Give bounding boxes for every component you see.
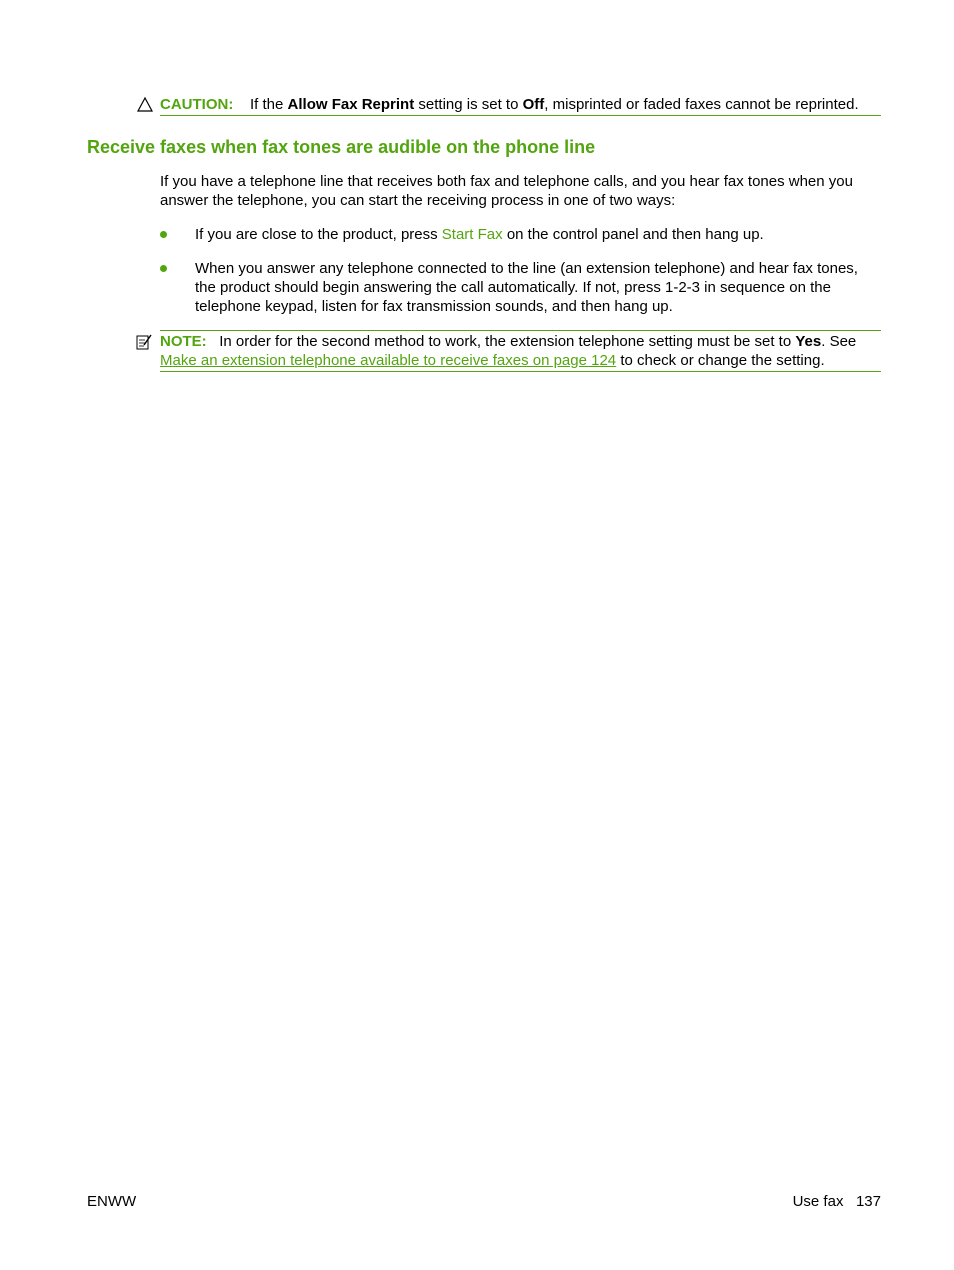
caution-triangle-icon bbox=[136, 96, 154, 114]
start-fax-button-name: Start Fax bbox=[441, 226, 503, 243]
list-item bbox=[160, 259, 881, 316]
note-text-2: . See bbox=[821, 333, 857, 350]
page-number: 137 bbox=[855, 1193, 881, 1210]
footer-right bbox=[793, 1192, 881, 1211]
note-label: NOTE: bbox=[160, 333, 207, 350]
method-list bbox=[160, 225, 881, 331]
caution-text-3: , misprinted or faded faxes cannot be reprinted. bbox=[544, 96, 859, 113]
list-item bbox=[160, 225, 881, 244]
bullet-1-text-2: on the control panel and then hang up. bbox=[502, 226, 764, 243]
section-heading: Receive faxes when fax tones are audible on the phone line bbox=[87, 137, 596, 157]
footer-left: ENWW bbox=[87, 1193, 137, 1210]
bullet-dot-icon bbox=[160, 265, 167, 272]
note-text-1: In order for the second method to work, the extension telephone setting must be set to bbox=[219, 333, 796, 350]
note-callout bbox=[160, 330, 881, 372]
bullet-2-text: When you answer any telephone connected to the line (an extension telephone) and hear fax tones, the product should begin answering the call automatically. If not, press 1-2-3 in sequence on the telephone keypad, listen for fax transmission sounds, and then hang up. bbox=[195, 260, 858, 315]
caution-setting-name: Allow Fax Reprint bbox=[287, 96, 415, 113]
extension-telephone-link[interactable]: Make an extension telephone available to receive faxes on page 124 bbox=[160, 352, 617, 369]
footer-section-label: Use fax bbox=[792, 1193, 844, 1210]
intro-paragraph: If you have a telephone line that receives both fax and telephone calls, and you hear fax tones when you answer the telephone, you can start the receiving process in one of two ways: bbox=[160, 173, 853, 209]
caution-setting-value: Off bbox=[522, 96, 545, 113]
caution-label: CAUTION: bbox=[160, 96, 234, 113]
note-pad-icon bbox=[135, 333, 153, 351]
caution-text-1: If the bbox=[250, 96, 288, 113]
note-setting-value: Yes bbox=[795, 333, 822, 350]
caution-callout bbox=[160, 95, 881, 116]
bullet-dot-icon bbox=[160, 231, 167, 238]
caution-text-2: setting is set to bbox=[414, 96, 523, 113]
bullet-1-text-1: If you are close to the product, press bbox=[195, 226, 442, 243]
note-text-3: to check or change the setting. bbox=[616, 352, 825, 369]
